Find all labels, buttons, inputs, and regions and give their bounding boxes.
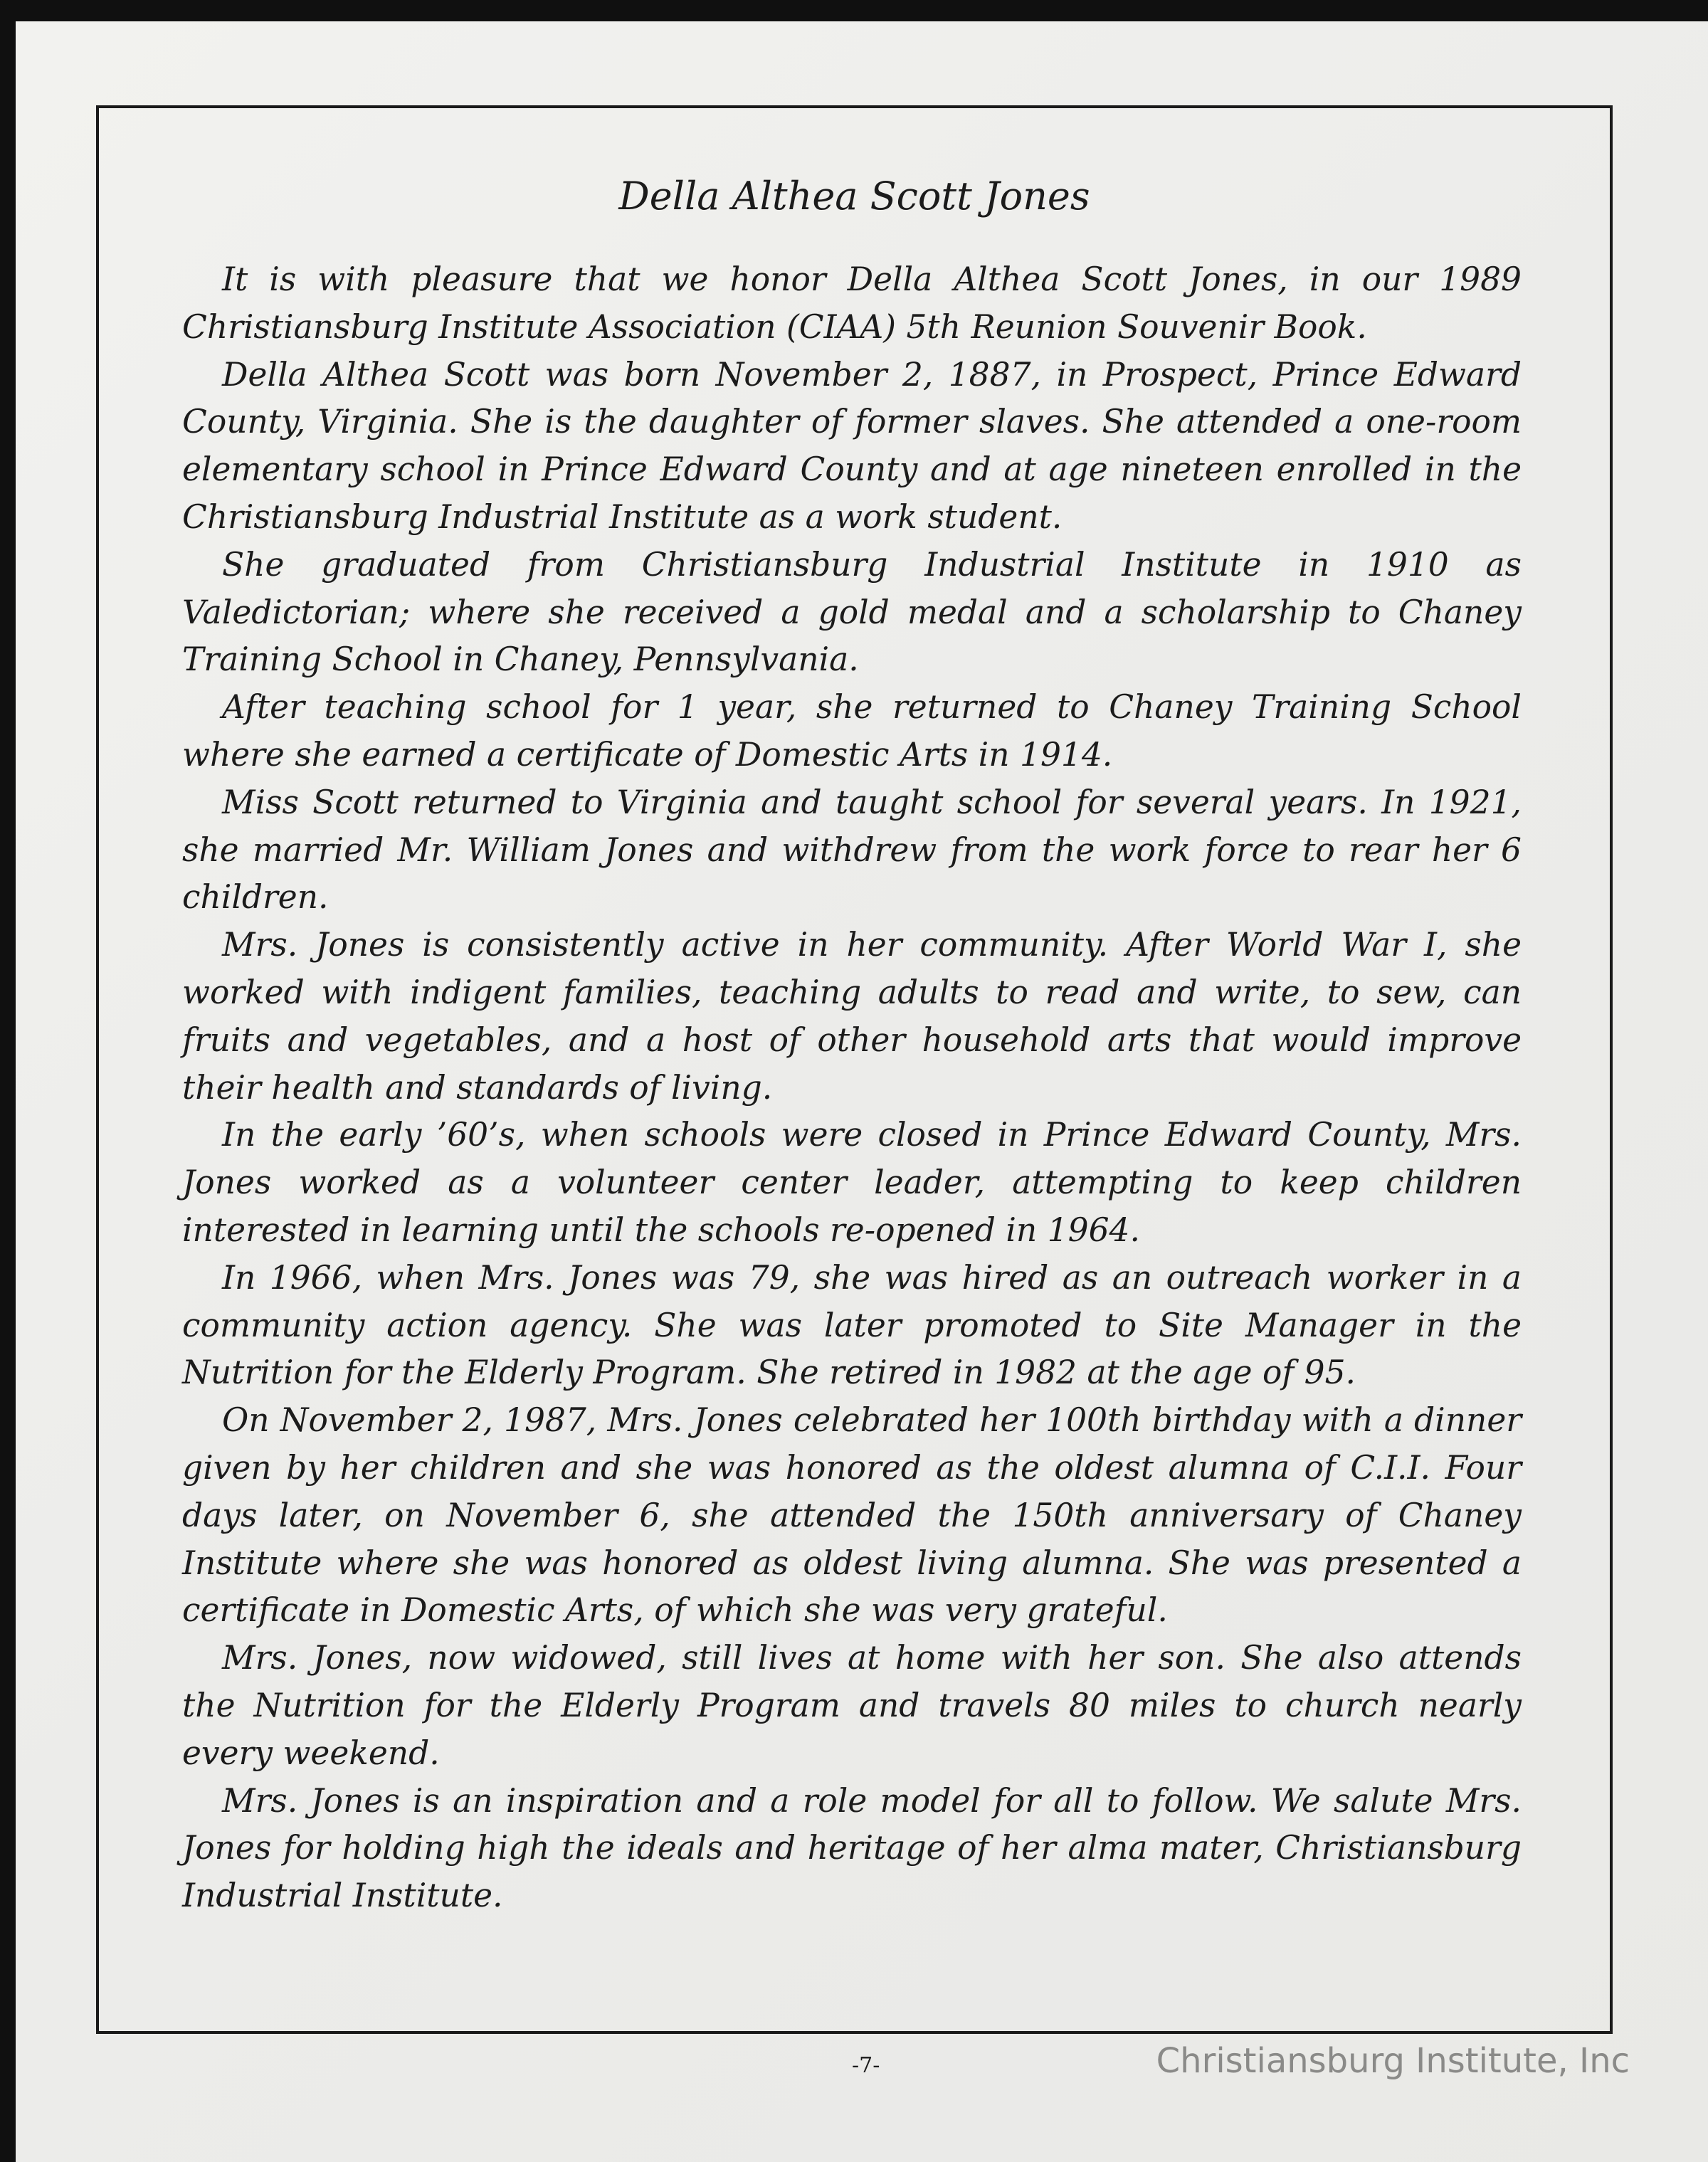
paragraph: Mrs. Jones is an inspiration and a role model for all to follow. We salute Mrs. Jones for holding high the ideals and heritage of her alma mater, Christiansburg Industrial Institute. (182, 1781, 1522, 1915)
watermark: Christiansburg Institute, Inc (1156, 2041, 1630, 2081)
article-title: Della Althea Scott Jones (618, 174, 1090, 218)
paragraph: In the early ’60’s, when schools were closed in Prince Edward County, Mrs. Jones worked as a volunteer center leader, attempting to keep children interested in learning until the schools re-opened in 1964. (182, 1116, 1522, 1249)
paragraph: She graduated from Christiansburg Industrial Institute in 1910 as Valedictorian; where she received a gold medal and a scholarship to Chaney Training School in Chaney, Pennsylvania. (182, 545, 1522, 679)
page-number: -7- (852, 2053, 880, 2078)
paragraph: Mrs. Jones, now widowed, still lives at home with her son. She also attends the Nutrition for the Elderly Program and travels 80 miles to church nearly every weekend. (182, 1639, 1522, 1772)
paragraph: Della Althea Scott was born November 2, 1887, in Prospect, Prince Edward County, Virginia. She is the daughter of former slaves. She attended a one-room elementary school in Prince Edward County and at age nineteen enrolled in the Christiansburg Industrial Institute as a work student. (182, 355, 1522, 536)
article-frame (96, 105, 1613, 2034)
paragraph: In 1966, when Mrs. Jones was 79, she was hired as an outreach worker in a community action agency. She was later promoted to Site Manager in the Nutrition for the Elderly Program. She retired in 1982 at the age of 95. (182, 1258, 1522, 1392)
paragraph: Miss Scott returned to Virginia and taught school for several years. In 1921, she married Mr. William Jones and withdrew from the work force to rear her 6 children. (182, 783, 1522, 917)
paragraph: It is with pleasure that we honor Della Althea Scott Jones, in our 1989 Christiansburg Institute Association (CIAA) 5th Reunion Souvenir Book. (182, 260, 1522, 346)
paragraph: Mrs. Jones is consistently active in her community. After World War I, she worked with indigent families, teaching adults to read and write, to sew, can fruits and vegetables, and a host of other household arts that would improve their health and standards of living. (182, 926, 1522, 1107)
article-body (182, 256, 1522, 1920)
paragraph: After teaching school for 1 year, she returned to Chaney Training School where she earned a certificate of Domestic Arts in 1914. (182, 688, 1522, 774)
document-page (16, 21, 1708, 2162)
paragraph: On November 2, 1987, Mrs. Jones celebrated her 100th birthday with a dinner given by her children and she was honored as the oldest alumna of C.I.I. Four days later, on November 6, she attended the 150th anniversary of Chaney Institute where she was honored as oldest living alumna. She was presented a certificate in Domestic Arts, of which she was very grateful. (182, 1401, 1522, 1630)
